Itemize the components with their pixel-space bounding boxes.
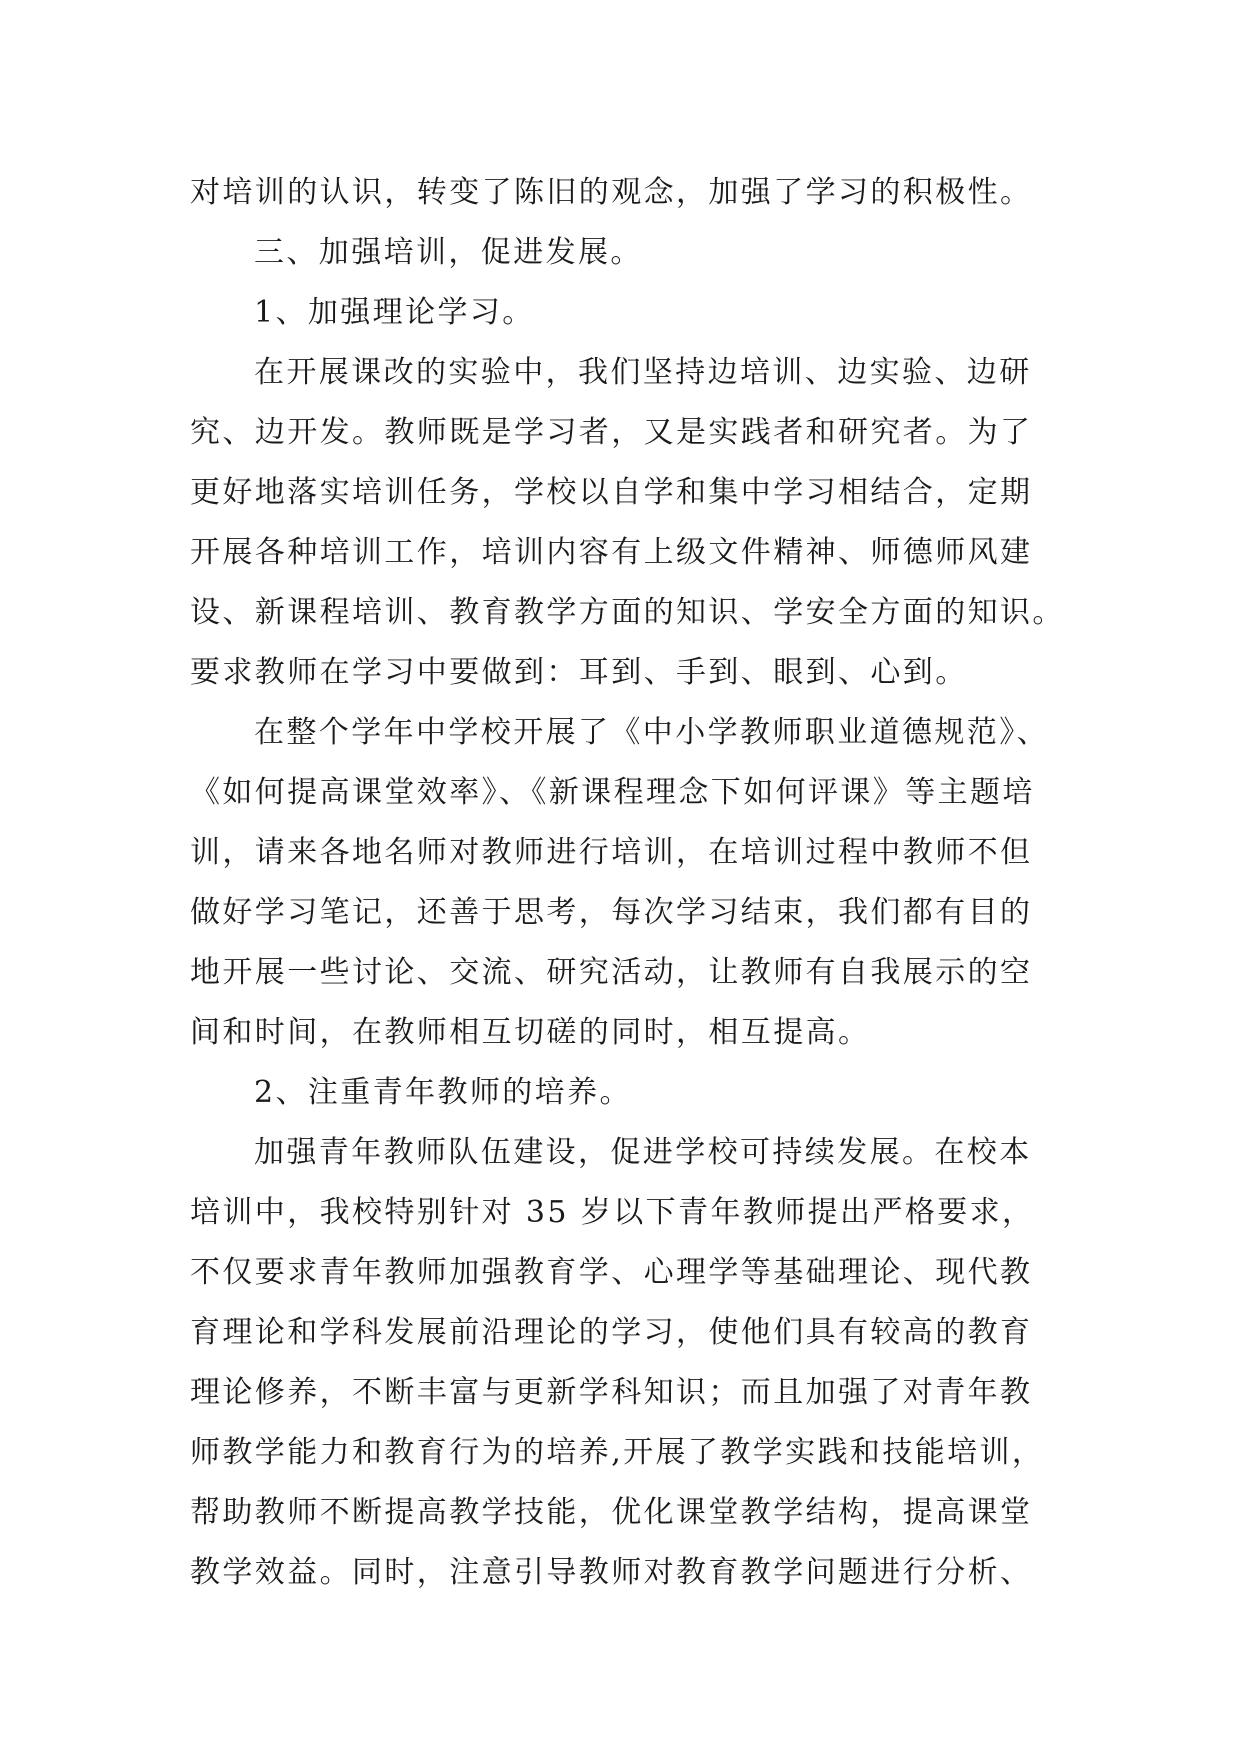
text-line: 设、新课程培训、教育教学方面的知识、学安全方面的知识。 <box>190 595 1065 630</box>
section-heading: 三、加强培训，促进发展。 <box>254 235 643 270</box>
document-body <box>190 163 1090 1603</box>
subsection-heading: 2、注重青年教师的培养。 <box>254 1075 632 1110</box>
text-line: 更好地落实培训任务，学校以自学和集中学习相结合，定期 <box>190 475 1033 510</box>
text-line: 理论修养，不断丰富与更新学科知识；而且加强了对青年教 <box>190 1375 1033 1410</box>
text-line: 做好学习笔记，还善于思考，每次学习结束，我们都有目的 <box>190 895 1033 930</box>
text-line: 不仅要求青年教师加强教育学、心理学等基础理论、现代教 <box>190 1255 1033 1290</box>
text-line: 地开展一些讨论、交流、研究活动，让教师有自我展示的空 <box>190 955 1033 990</box>
text-line: 《如何提高课堂效率》、《新课程理念下如何评课》等主题培 <box>190 775 1035 810</box>
text-line: 培训中，我校特别针对 35 岁以下青年教师提出严格要求， <box>190 1195 1035 1230</box>
text-line: 究、边开发。教师既是学习者，又是实践者和研究者。为了 <box>190 415 1033 450</box>
text-line: 在开展课改的实验中，我们坚持边培训、边实验、边研 <box>254 355 1032 390</box>
text-line: 训，请来各地名师对教师进行培训，在培训过程中教师不但 <box>190 835 1033 870</box>
text-line: 育理论和学科发展前沿理论的学习，使他们具有较高的教育 <box>190 1315 1033 1350</box>
text-line: 要求教师在学习中要做到：耳到、手到、眼到、心到。 <box>190 655 968 690</box>
text-line: 在整个学年中学校开展了《中小学教师职业道德规范》、 <box>254 715 1049 750</box>
text-line: 开展各种培训工作，培训内容有上级文件精神、师德师风建 <box>190 535 1033 570</box>
subsection-heading: 1、加强理论学习。 <box>254 295 535 330</box>
text-line: 师教学能力和教育行为的培养,开展了教学实践和技能培训， <box>190 1435 1045 1470</box>
text-line: 间和时间，在教师相互切磋的同时，相互提高。 <box>190 1015 871 1050</box>
text-line: 对培训的认识，转变了陈旧的观念，加强了学习的积极性。 <box>190 175 1033 210</box>
text-line: 加强青年教师队伍建设，促进学校可持续发展。在校本 <box>254 1135 1032 1170</box>
text-line: 教学效益。同时，注意引导教师对教育教学问题进行分析、 <box>190 1555 1033 1590</box>
text-line: 帮助教师不断提高教学技能，优化课堂教学结构，提高课堂 <box>190 1495 1033 1530</box>
